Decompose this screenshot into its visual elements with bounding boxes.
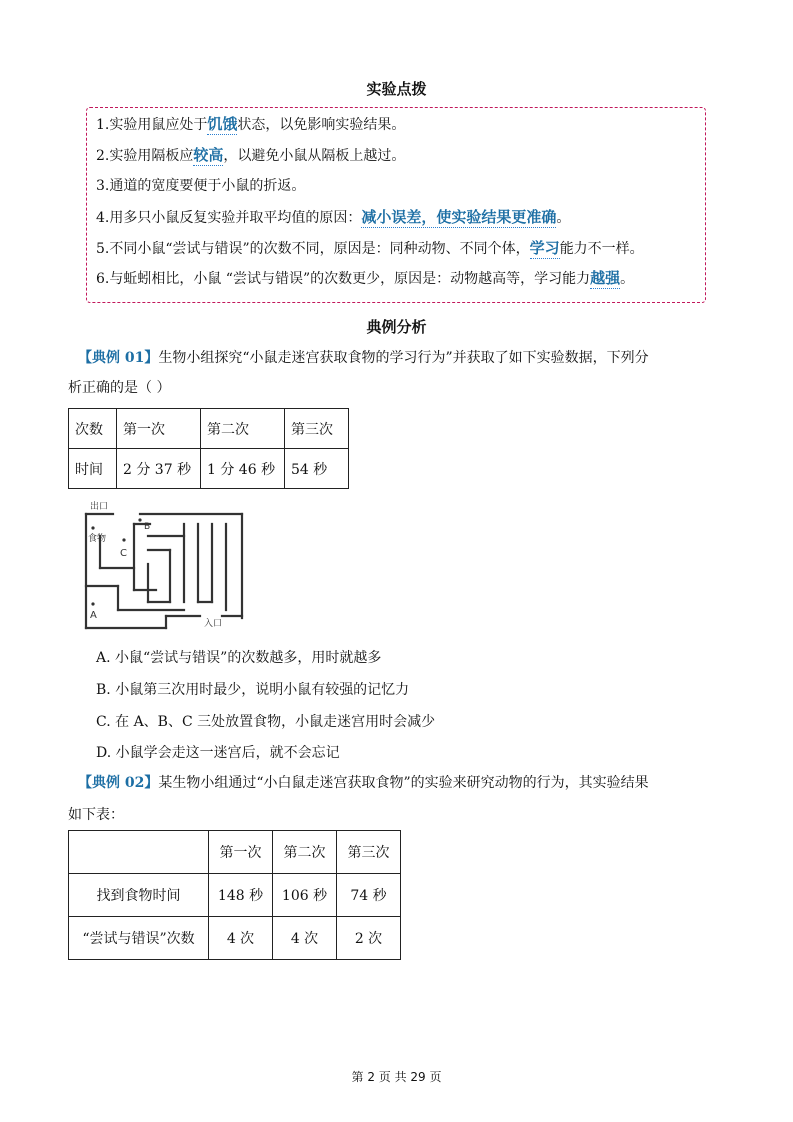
table-cell: 2 分 37 秒 (117, 449, 201, 489)
option-b: B. 小鼠第三次用时最少，说明小鼠有较强的记忆力 (96, 682, 410, 698)
tip-text: 。 (620, 271, 635, 287)
table-cell: 1 分 46 秒 (201, 449, 285, 489)
tip-text: 。 (556, 210, 571, 226)
table-cell: 4 次 (273, 917, 337, 960)
option-d: D. 小鼠学会走这一迷宫后，就不会忘记 (96, 745, 340, 761)
maze-point-a-dot (91, 602, 94, 605)
tip-highlight: 减小误差，使实验结果更准确 (361, 208, 557, 226)
table-cell: 106 秒 (273, 874, 337, 917)
table-cell: 2 次 (337, 917, 401, 960)
table-cell: 第二次 (273, 831, 337, 874)
example1-table (68, 408, 349, 489)
page-footer: 第 2 页 共 29 页 (351, 1070, 442, 1084)
tip-4 (96, 207, 570, 228)
maze-point-b: B (144, 522, 151, 532)
tip-5 (96, 238, 644, 259)
table-row (69, 831, 401, 874)
tip-6 (96, 268, 634, 289)
example1-line2: 析正确的是（ ） (68, 380, 171, 396)
option-c: C. 在 A、B、C 三处放置食物，小鼠走迷宫用时会减少 (96, 714, 436, 730)
table-row (69, 449, 349, 489)
table-row (69, 409, 349, 449)
tip-highlight: 越强 (590, 269, 621, 287)
table-cell: 74 秒 (337, 874, 401, 917)
tip-2 (96, 145, 405, 166)
example2-text: 某生物小组通过“小白鼠走迷宫获取食物”的实验来研究动物的行为，其实验结果 (158, 775, 649, 791)
tip-text: 1.实验用鼠应处于 (96, 117, 208, 133)
table-cell: 第一次 (117, 409, 201, 449)
tip-highlight: 较高 (193, 146, 224, 164)
example1-text: 生物小组探究“小鼠走迷宫获取食物的学习行为”并获取了如下实验数据，下列分 (158, 350, 649, 366)
example1-tag: 【典例 01】 (78, 350, 159, 366)
maze-food-label: 食物 (88, 534, 107, 544)
maze-point-c: C (120, 548, 127, 559)
tip-highlight: 学习 (529, 239, 560, 257)
tip-1 (96, 114, 405, 135)
example2-table (68, 830, 401, 960)
example2-tag: 【典例 02】 (78, 775, 159, 791)
example2-line2: 如下表： (68, 807, 124, 823)
maze-point-a: A (90, 610, 97, 621)
table-cell: 4 次 (209, 917, 273, 960)
section-title-tips: 实验点拨 (366, 80, 427, 98)
tip-text: 6.与蚯蚓相比，小鼠 “尝试与错误”的次数更少，原因是：动物越高等，学习能力 (96, 271, 591, 287)
table-cell: 第三次 (285, 409, 349, 449)
tip-text: 4.用多只小鼠反复实验并取平均值的原因： (96, 210, 362, 226)
table-cell: 第二次 (201, 409, 285, 449)
maze-point-c-dot (122, 538, 125, 541)
maze-point-b-dot (138, 518, 141, 521)
table-cell: “尝试与错误”次数 (69, 917, 209, 960)
table-cell: 第三次 (337, 831, 401, 874)
tip-text: 3.通道的宽度要便于小鼠的折返。 (96, 178, 306, 194)
maze-food-dot (91, 526, 94, 529)
table-cell: 148 秒 (209, 874, 273, 917)
table-row (69, 917, 401, 960)
table-row (69, 874, 401, 917)
tip-text: 状态，以免影响实验结果。 (237, 117, 406, 133)
maze-figure (80, 498, 250, 634)
maze-exit-label: 出口 (90, 502, 109, 512)
tip-text: 能力不一样。 (559, 241, 644, 257)
tip-text: 5.不同小鼠“尝试与错误”的次数不同，原因是：同种动物、不同个体， (96, 241, 530, 257)
table-cell: 第一次 (209, 831, 273, 874)
tip-3 (96, 176, 305, 196)
section-title-examples: 典例分析 (366, 318, 427, 336)
maze-entry-label: 入口 (204, 619, 223, 629)
maze-walls (86, 514, 242, 628)
tip-highlight: 饥饿 (207, 115, 238, 133)
table-cell: 时间 (69, 449, 117, 489)
table-cell: 54 秒 (285, 449, 349, 489)
example2-line1 (78, 773, 649, 793)
tip-text: 2.实验用隔板应 (96, 148, 194, 164)
table-cell (69, 831, 209, 874)
table-cell: 找到食物时间 (69, 874, 209, 917)
example1-line1 (78, 348, 649, 368)
option-a: A. 小鼠“尝试与错误”的次数越多，用时就越多 (96, 650, 382, 666)
tip-text: ，以避免小鼠从隔板上越过。 (223, 148, 406, 164)
table-cell: 次数 (69, 409, 117, 449)
